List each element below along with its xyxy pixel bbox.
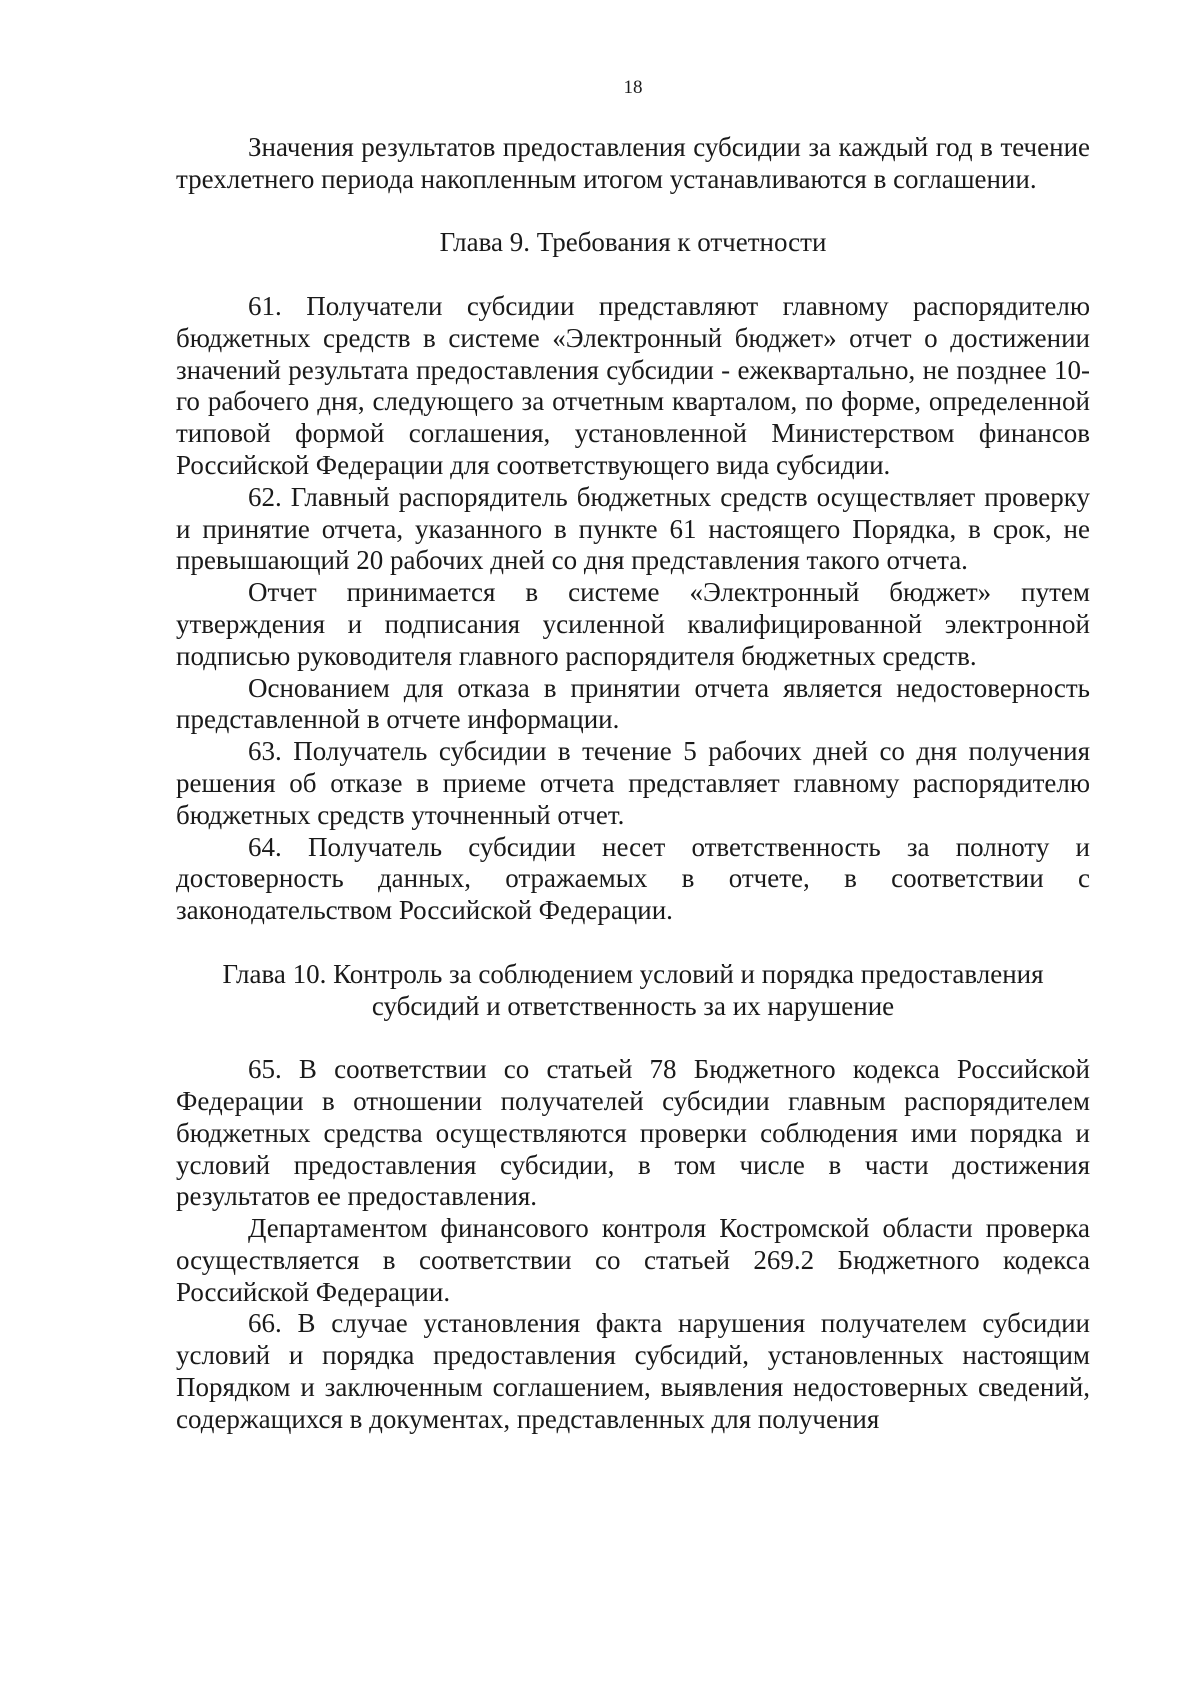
document-body xyxy=(176,132,1090,1436)
paragraph-refusal-grounds: Основанием для отказа в принятии отчета является недостоверность представленной в отчете информации. xyxy=(176,672,1090,735)
paragraph-report-accepted: Отчет принимается в системе «Электронный бюджет» путем утверждения и подписания усиленной квалифицированной электронной подписью руководителя главного распорядителя бюджетных средств. xyxy=(176,577,1090,671)
chapter-9-heading: Глава 9. Требования к отчетности xyxy=(439,227,827,258)
paragraph-64: 64. Получатель субсидии несет ответственность за полноту и достоверность данных, отражаемых в отчете, в соответствии с законодательством Российской Федерации. xyxy=(176,831,1090,926)
paragraph-62: 62. Главный распорядитель бюджетных средств осуществляет проверку и принятие отчета, указанного в пункте 61 настоящего Порядка, в срок, не превышающий 20 рабочих дней со дня представления такого отчета. xyxy=(176,481,1090,576)
chapter-10-heading-line-1: Глава 10. Контроль за соблюдением условий и порядка предоставления xyxy=(222,958,1044,989)
spacer xyxy=(176,1022,1090,1054)
paragraph-65: 65. В соответствии со статьей 78 Бюджетного кодекса Российской Федерации в отношении получателей субсидии главным распорядителем бюджетных средства осуществляются проверки соблюдения ими порядка и условий предоставления субсидии, в том числе в части достижения результатов ее предоставления. xyxy=(176,1054,1090,1212)
spacer xyxy=(176,259,1090,291)
paragraph-61: 61. Получатели субсидии представляют главному распорядителю бюджетных средств в системе «Электронный бюджет» отчет о достижении значений результата предоставления субсидии - ежеквартально, не позднее 10-го рабочего дня, следующего за отчетным кварталом, по форме, определенной типовой формой соглашения, установленной Министерством финансов Российской Федерации для соответствующего вида субсидии. xyxy=(176,290,1090,480)
document-page xyxy=(176,0,1090,1688)
chapter-10-heading-line-2: субсидий и ответственность за их нарушение xyxy=(371,990,895,1021)
spacer xyxy=(176,927,1090,959)
paragraph-66: 66. В случае установления факта нарушения получателем субсидии условий и порядка предоставления субсидий, установленных настоящим Порядком и заключенным соглашением, выявления недостоверных сведений, содержащихся в документах, представленных для получения xyxy=(176,1308,1090,1434)
paragraph-results-values: Значения результатов предоставления субсидии за каждый год в течение трехлетнего периода накопленным итогом устанавливаются в соглашении. xyxy=(176,132,1090,194)
paragraph-63: 63. Получатель субсидии в течение 5 рабочих дней со дня получения решения об отказе в приеме отчета представляет главному распорядителю бюджетных средств уточненный отчет. xyxy=(176,736,1090,830)
page-number: 18 xyxy=(623,77,643,98)
spacer xyxy=(176,196,1090,228)
paragraph-financial-control: Департаментом финансового контроля Костромской области проверка осуществляется в соответствии со статьей 269.2 Бюджетного кодекса Российской Федерации. xyxy=(176,1213,1090,1307)
